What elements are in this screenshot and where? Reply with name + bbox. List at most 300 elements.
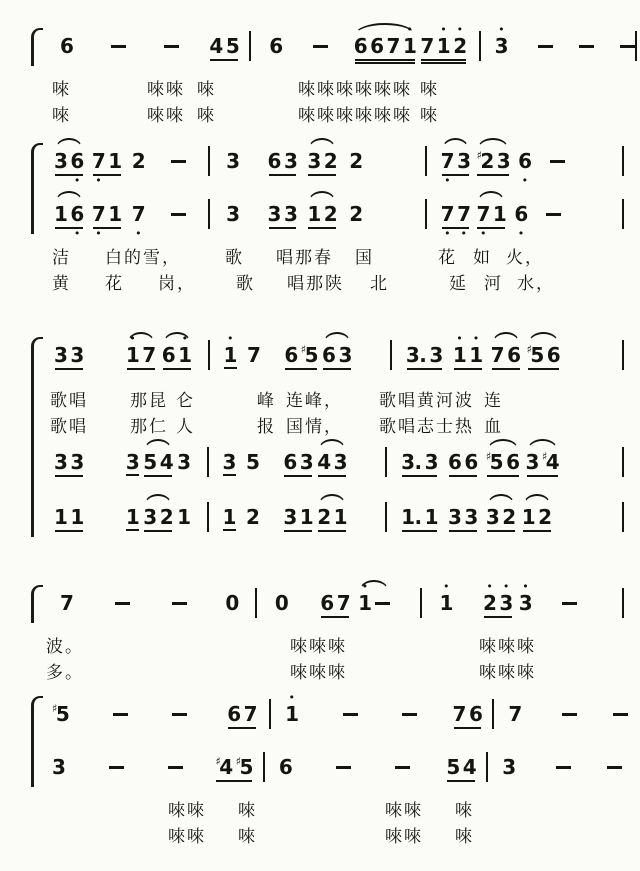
note-number: 6 [322, 343, 336, 367]
octave-slot [495, 62, 508, 70]
octave-slot [538, 62, 553, 70]
note-digit [469, 694, 482, 738]
note-number: 1 [177, 505, 191, 529]
lyric-segment: 人 [176, 417, 195, 437]
slur-arc [318, 439, 346, 451]
octave-slot [338, 371, 351, 379]
note-number: 2 [349, 202, 363, 226]
octave-slot [209, 62, 222, 70]
beam-underline [318, 530, 346, 532]
system [46, 141, 624, 295]
lyric-segment: 波。 [46, 637, 84, 657]
beamed-group [491, 335, 521, 379]
octave-slot [469, 730, 482, 738]
note-number: 6 [70, 202, 84, 226]
note-number: 3 [307, 149, 321, 173]
note-number: 7 [440, 202, 455, 226]
octave-slot [126, 535, 139, 543]
note-digit [279, 747, 292, 791]
note-digit [108, 194, 121, 238]
lyric-segment: 唻 [238, 827, 257, 847]
octave-slot [579, 26, 594, 34]
beamed-group [92, 194, 122, 238]
note-number: 7 [131, 202, 146, 226]
end-barline [622, 447, 624, 477]
octave-slot [126, 442, 139, 450]
notation-row [46, 747, 624, 791]
octave-slot [70, 442, 83, 450]
beamed-group [54, 442, 84, 486]
octave-slot [307, 230, 320, 238]
octave-slot [54, 533, 67, 541]
octave-slot [508, 730, 521, 738]
beamed-group [486, 442, 520, 486]
octave-slot [54, 371, 67, 379]
octave-dot-below: • [479, 227, 487, 240]
note-number: 7 [490, 343, 505, 367]
note-number: 3 [125, 450, 140, 474]
dash-line [562, 602, 577, 605]
note-number: 2 [538, 505, 552, 529]
octave-slot [275, 583, 288, 591]
octave-dot-above: • [361, 580, 369, 593]
octave-slot [300, 442, 313, 450]
note-digit [54, 497, 67, 541]
octave-slot [300, 497, 313, 505]
octave-slot [227, 730, 240, 738]
note-number [395, 755, 410, 779]
octave-dot-above: • [406, 23, 413, 36]
octave-slot [519, 619, 532, 627]
note-number: 3 [283, 202, 298, 226]
barline [208, 340, 210, 370]
lyric-segment: 唻 [455, 801, 474, 821]
octave-slot [320, 583, 333, 591]
note-number: 1 [333, 505, 348, 529]
lyric-segment: 唻唻唻唻唻唻 [298, 106, 412, 126]
note-number [115, 591, 130, 615]
octave-slot [522, 533, 535, 541]
note-number [375, 591, 390, 615]
beam-underline [421, 59, 465, 61]
slur-arc [144, 494, 172, 506]
octave-slot [317, 533, 330, 541]
note-digit [401, 497, 422, 541]
octave-slot [160, 533, 173, 541]
beamed-group [307, 194, 337, 238]
beamed-group [420, 23, 467, 70]
beamed-group [161, 332, 192, 379]
octave-slot [502, 783, 515, 791]
octave-slot [401, 442, 422, 450]
octave-slot [446, 783, 459, 791]
dash-line [343, 713, 358, 716]
note-number: 3 [448, 505, 462, 529]
note-number: 7 [246, 343, 261, 367]
octave-dot-above: • [522, 580, 529, 593]
octave-slot [172, 694, 187, 702]
octave-slot [268, 177, 281, 185]
note-digit [177, 442, 190, 486]
octave-slot [162, 371, 175, 379]
sharp-icon: ♯ [215, 755, 221, 768]
octave-slot [132, 177, 145, 185]
end-barline [622, 199, 624, 229]
beam-underline [284, 475, 312, 477]
lyric-segment: 唻 [197, 80, 216, 100]
note-number: 5 [225, 34, 240, 58]
beam-underline [93, 174, 121, 176]
beam-underline [454, 727, 482, 729]
octave-slot [546, 194, 561, 202]
octave-slot [337, 619, 350, 627]
dash-note [168, 747, 183, 791]
octave-dot-below: • [95, 174, 102, 187]
octave-slot [115, 619, 130, 627]
beam-underline [355, 59, 416, 61]
note-digit [508, 694, 521, 738]
note-number: 3 [502, 755, 516, 779]
note-digit [92, 141, 105, 185]
octave-slot [126, 480, 139, 488]
octave-slot [284, 141, 297, 149]
beam-underline [308, 174, 336, 176]
lyric-segment: 火， [506, 248, 544, 268]
octave-slot [301, 371, 318, 379]
beamed-group [268, 141, 298, 185]
octave-slot [284, 371, 297, 379]
note-number: 7 [440, 149, 455, 173]
beamed-group [476, 141, 510, 185]
beamed-group [446, 747, 476, 791]
note-number: 6 [546, 343, 561, 367]
octave-slot [284, 177, 297, 185]
note-number [550, 149, 565, 173]
octave-slot [60, 583, 73, 591]
note-number: 2 [502, 505, 516, 529]
octave-slot [132, 194, 145, 202]
note-number [620, 34, 635, 58]
beam-underline [442, 174, 470, 176]
octave-slot [126, 497, 139, 505]
note-number [538, 34, 553, 58]
octave-slot [215, 747, 232, 755]
dash-note [171, 141, 186, 185]
note-digit [269, 26, 282, 70]
note-number: 7 [142, 343, 156, 367]
octave-dot-below: • [135, 227, 142, 240]
note-number: 1 [469, 343, 483, 367]
note-number: 6 [161, 343, 176, 367]
note-digit [320, 583, 333, 627]
lyric-segment: 唻 [420, 80, 439, 100]
octave-slot [607, 783, 622, 791]
octave-slot [275, 619, 288, 627]
beamed-group [317, 442, 347, 486]
octave-slot [493, 230, 506, 238]
notation-row [46, 497, 624, 543]
note-number: 5 [245, 450, 260, 474]
dash-note [172, 694, 187, 738]
note-number: 2 [323, 149, 338, 173]
octave-dot-above: • [486, 580, 493, 593]
octave-slot [177, 533, 190, 541]
dash-note [313, 26, 328, 70]
lyric-segment: 歌唱 [50, 417, 88, 437]
note-number: 1 [452, 343, 467, 367]
note-number: 3 [267, 202, 281, 226]
octave-slot [168, 747, 183, 755]
note-digit [52, 694, 69, 738]
dash-line [171, 213, 186, 216]
note-number: 3 [525, 450, 539, 474]
slur-arc [527, 439, 559, 451]
octave-slot [620, 26, 635, 34]
note-number [546, 202, 561, 226]
note-digit [226, 194, 239, 238]
note-number: 7 [336, 591, 351, 615]
lyric-row [46, 662, 624, 684]
note-digit [226, 26, 239, 70]
note-number: 7 [452, 702, 466, 726]
octave-slot [334, 533, 347, 541]
beamed-group [307, 141, 337, 185]
octave-slot [562, 583, 577, 591]
note-digit [469, 332, 483, 379]
octave-slot [620, 62, 635, 70]
note-digit [268, 194, 281, 238]
beamed-group [283, 442, 313, 486]
note-number: 6 [267, 149, 281, 173]
note-number: 6 [464, 450, 478, 474]
beamed-group [486, 497, 516, 541]
beamed-group [406, 335, 443, 379]
note-number [336, 755, 351, 779]
note-number: 1 [299, 505, 314, 529]
end-barline [622, 340, 624, 370]
octave-slot [52, 730, 69, 738]
octave-dot-below: • [95, 227, 102, 240]
note-number: 1 [222, 505, 236, 529]
octave-slot [54, 478, 67, 486]
octave-slot [115, 583, 130, 591]
note-digit [132, 141, 145, 185]
note-number: 2 [323, 202, 338, 226]
note-number: 3 [485, 505, 500, 529]
octave-slot [247, 335, 260, 343]
octave-slot [177, 442, 190, 450]
beamed-group [526, 442, 560, 486]
dash-note [109, 747, 124, 791]
octave-slot [358, 619, 371, 627]
sharp-icon: ♯ [541, 450, 547, 463]
octave-slot [453, 694, 466, 702]
sharp-icon: ♯ [52, 702, 57, 715]
end-barline [622, 588, 624, 618]
dash-line [562, 713, 577, 716]
dash-note [111, 26, 126, 70]
octave-dot-above: • [288, 691, 296, 704]
lyric-segment: 歌 [225, 248, 244, 268]
octave-slot [244, 694, 257, 702]
beam-underline [484, 616, 512, 618]
note-number: 3 [54, 149, 68, 173]
note-digit [70, 497, 83, 541]
note-number [556, 755, 571, 779]
lyric-segment: 洁 [52, 248, 71, 268]
octave-slot [607, 747, 622, 755]
note-number: 3 [283, 149, 298, 173]
beam-underline [144, 475, 172, 477]
note-number: 3 [333, 450, 348, 474]
octave-slot [448, 478, 461, 486]
slur-arc [323, 332, 351, 344]
note-number [579, 34, 594, 58]
octave-slot [284, 194, 297, 202]
slur-arc [55, 191, 83, 203]
beam-underline [477, 174, 509, 176]
dash-line [171, 160, 186, 163]
octave-slot [499, 619, 512, 627]
octave-slot [246, 442, 259, 450]
note-number: 3 [54, 450, 68, 474]
note-number: 6 [518, 149, 532, 173]
note-digit [518, 580, 533, 627]
octave-slot [143, 533, 156, 541]
note-number: 1 [492, 202, 507, 226]
dash-note [546, 194, 561, 238]
octave-slot [226, 141, 239, 149]
note-number: 3 [70, 343, 84, 367]
note-digit [300, 442, 313, 486]
octave-slot [497, 177, 510, 185]
note-number: 1 [358, 591, 372, 615]
beam-underline [449, 475, 477, 477]
lyric-row [46, 800, 624, 822]
note-digit [215, 747, 232, 791]
beamed-group [92, 141, 122, 185]
note-number [562, 591, 577, 615]
note-number [168, 755, 183, 779]
dash-note [620, 26, 635, 70]
note-number: 2 [131, 149, 146, 173]
note-digit [275, 583, 288, 627]
octave-slot [70, 335, 83, 343]
beam-underline [454, 368, 482, 370]
note-digit [60, 583, 73, 627]
dash-note [343, 694, 358, 738]
beamed-group [322, 335, 352, 379]
note-number: 6 [448, 450, 462, 474]
note-digit [463, 747, 476, 791]
octave-slot [226, 194, 239, 202]
note-number: 6 [507, 343, 521, 367]
lyric-segment: 如 [473, 248, 492, 268]
beam-underline [55, 530, 83, 532]
note-number: 1 [54, 202, 68, 226]
octave-slot [284, 335, 297, 343]
note-number: 1 [108, 149, 122, 173]
note-digit [457, 194, 470, 238]
slur-arc [442, 138, 470, 150]
octave-slot [336, 783, 351, 791]
note-number: 7 [420, 34, 434, 58]
octave-dot-below: • [517, 227, 525, 240]
note-number: 3 [424, 450, 438, 474]
note-digit [226, 141, 239, 185]
system-brace-icon [31, 337, 43, 537]
note-digit [446, 747, 459, 791]
octave-slot [401, 478, 422, 486]
octave-slot [425, 442, 438, 450]
note-digit [300, 497, 313, 541]
beamed-group [317, 497, 347, 541]
note-number: 3 [177, 450, 191, 474]
note-number: 0 [225, 591, 239, 615]
barline [249, 31, 251, 61]
octave-slot [113, 694, 128, 702]
beamed-group [441, 194, 471, 238]
octave-slot [223, 442, 236, 450]
lyric-segment: 延 [449, 274, 468, 294]
note-number: 3 [457, 149, 471, 173]
note-digit [439, 580, 453, 627]
beamed-group [453, 694, 483, 738]
note-number: 3 [494, 34, 509, 58]
beam-underline [55, 368, 83, 370]
slur-arc [523, 494, 551, 506]
beamed-group [452, 332, 483, 379]
octave-slot [171, 194, 186, 202]
beam-underline [449, 530, 477, 532]
note-number [172, 591, 187, 615]
octave-slot [279, 783, 292, 791]
note-number [113, 702, 128, 726]
lyric-segment: 唱那陕 [287, 274, 344, 294]
lyric-segment: 唻 [52, 106, 71, 126]
barline [207, 502, 209, 532]
dash-line [164, 45, 179, 48]
octave-slot [300, 478, 313, 486]
beam-underline [447, 780, 475, 782]
barline [385, 502, 387, 532]
system [46, 691, 624, 848]
octave-slot [223, 480, 236, 488]
note-digit [425, 497, 438, 541]
note-number [402, 702, 417, 726]
octave-slot [300, 533, 313, 541]
lyric-row [46, 247, 624, 269]
octave-slot [236, 747, 253, 755]
octave-slot [301, 335, 318, 343]
slur-arc [477, 138, 509, 150]
note-digit [284, 194, 297, 238]
octave-slot [143, 478, 156, 486]
note-digit [283, 442, 296, 486]
beam-underline [477, 227, 505, 229]
note-digit [285, 691, 299, 738]
octave-slot [457, 194, 470, 202]
beam-underline [355, 62, 416, 64]
octave-slot [283, 533, 296, 541]
lyric-segment: 歌 [236, 274, 255, 294]
end-barline [635, 31, 637, 61]
octave-slot [349, 177, 362, 185]
octave-slot [226, 26, 239, 34]
octave-slot [425, 478, 438, 486]
octave-slot [226, 177, 239, 185]
octave-slot [402, 694, 417, 702]
